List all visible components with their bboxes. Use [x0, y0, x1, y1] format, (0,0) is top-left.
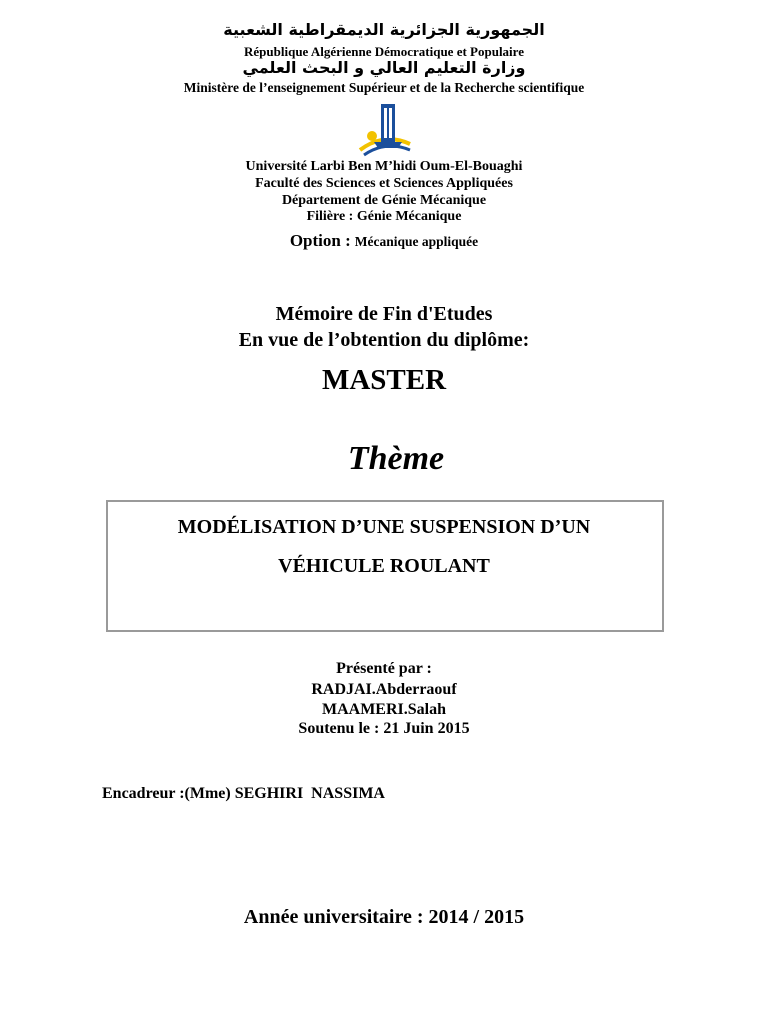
- university-name: Université Larbi Ben M’hidi Oum-El-Bouaghi: [245, 159, 523, 174]
- department-name: Département de Génie Mécanique: [281, 193, 487, 208]
- memoire-subtitle: En vue de l’obtention du diplôme:: [238, 329, 530, 351]
- theme-title-line2: VÉHICULE ROULANT: [278, 555, 490, 577]
- author-2: MAAMERI.Salah: [321, 701, 446, 718]
- university-logo: [354, 98, 414, 160]
- faculty-name: Faculté des Sciences et Sciences Appliquées: [255, 176, 513, 191]
- republic-ar: الجمهورية الجزائرية الديمقراطية الشعبية: [223, 20, 545, 39]
- republic-fr: République Algérienne Démocratique et Populaire: [244, 44, 524, 59]
- theme-label: Thème: [347, 440, 445, 477]
- degree: MASTER: [321, 364, 447, 396]
- memoire-title: Mémoire de Fin d'Etudes: [275, 303, 493, 325]
- defense-date: Soutenu le : 21 Juin 2015: [298, 720, 470, 737]
- filiere: Filière : Génie Mécanique: [306, 209, 462, 224]
- theme-title-line1: MODÉLISATION D’UNE SUSPENSION D’UN: [177, 516, 591, 538]
- option-value: Mécanique appliquée: [354, 234, 479, 249]
- presented-by-label: Présenté par :: [336, 660, 432, 677]
- option-label: Option :: [289, 231, 351, 250]
- supervisor: Encadreur :(Mme) SEGHIRI NASSIMA: [102, 785, 385, 802]
- author-1: RADJAI.Abderraouf: [311, 681, 457, 698]
- ministry-ar: وزارة التعليم العالي و البحث العلمي: [242, 58, 526, 77]
- academic-year: Année universitaire : 2014 / 2015: [243, 906, 525, 928]
- ministry-fr: Ministère de l’enseignement Supérieur et de la Recherche scientifique: [183, 80, 585, 95]
- option-line: [0, 231, 768, 251]
